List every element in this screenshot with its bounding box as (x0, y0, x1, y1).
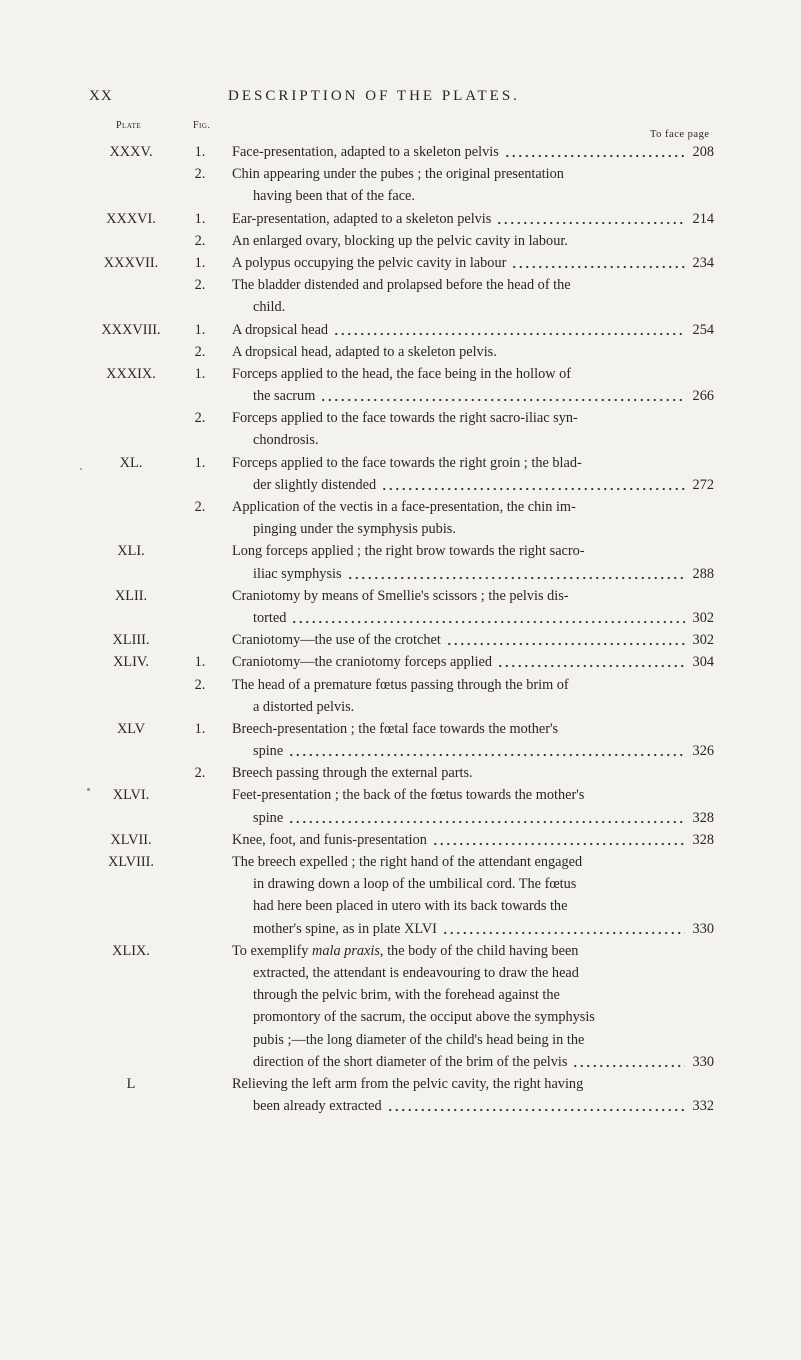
description-line (232, 918, 714, 940)
plate-entry (0, 452, 801, 496)
plate-description (232, 651, 714, 673)
plate-number: XXXVIII. (101, 321, 161, 338)
description-line: The bladder distended and prolapsed before the head of the (232, 277, 571, 294)
figure-number: 2. (194, 343, 206, 360)
plate-number: XXXVII. (103, 254, 159, 271)
plate-description (232, 718, 714, 762)
description-line: Forceps applied to the face towards the right groin ; the blad- (232, 454, 582, 471)
dot-leader (288, 820, 685, 824)
paper-speck (87, 788, 90, 791)
dot-leader (387, 1108, 685, 1112)
plate-description (232, 762, 714, 784)
description-line (232, 563, 714, 585)
plate-description (232, 319, 714, 341)
page-reference: 304 (692, 654, 714, 671)
page-reference: 272 (692, 476, 714, 493)
description-line (232, 319, 714, 341)
column-header-to-face-page: To face page (650, 129, 710, 140)
figure-number: 1. (194, 720, 206, 737)
figure-number: 1. (194, 654, 206, 671)
plate-number: XLIX. (112, 942, 150, 959)
plate-number: XLVII. (110, 831, 152, 848)
description-line: Long forceps applied ; the right brow towards the right sacro- (232, 543, 585, 560)
figure-number: 1. (194, 454, 206, 471)
description-line (232, 740, 714, 762)
dot-leader (381, 487, 685, 491)
description-line (232, 208, 714, 230)
plate-entry (0, 784, 801, 828)
dot-leader (288, 753, 685, 757)
page-number: XX (89, 88, 113, 104)
plate-description (232, 829, 714, 851)
plate-entry (0, 208, 801, 230)
figure-number: 2. (194, 676, 206, 693)
plate-description (232, 274, 714, 318)
description-line (232, 629, 714, 651)
running-head (0, 88, 801, 110)
page-reference: 266 (692, 388, 714, 405)
description-text: mother's spine, as in plate XLVI (253, 920, 437, 937)
plate-description (232, 163, 714, 207)
plate-entry (0, 851, 801, 940)
plate-number: XXXIX. (106, 365, 156, 382)
plate-number: XLVIII. (108, 854, 154, 870)
description-line: in drawing down a loop of the umbilical cord. The fœtus (253, 876, 577, 893)
plate-description (232, 407, 714, 451)
description-text: Craniotomy—the use of the crotchet (232, 632, 441, 649)
description-text: direction of the short diameter of the brim of the pelvis (253, 1053, 568, 1070)
description-line (232, 829, 714, 851)
page-reference: 254 (692, 321, 714, 338)
description-line: Forceps applied to the head, the face being in the hollow of (232, 365, 572, 382)
description-line: extracted, the attendant is endeavouring to draw the head (253, 964, 579, 981)
plate-description (232, 230, 714, 252)
description-line (232, 141, 714, 163)
page-reference: 330 (692, 1053, 714, 1070)
description-line: To exemplify mala praxis, the body of the child having been (232, 942, 579, 959)
plate-number: XXXV. (109, 144, 153, 160)
column-header-fig: Fig. (193, 120, 211, 131)
plate-number: XLIV. (113, 654, 149, 671)
plate-number: L (126, 1075, 136, 1092)
plate-description (232, 363, 714, 407)
figure-number: 2. (194, 277, 206, 294)
plate-entry (0, 1073, 801, 1117)
description-text: spine (253, 743, 284, 760)
plate-description (232, 341, 714, 363)
dot-leader (446, 642, 685, 646)
figure-number: 1. (194, 144, 206, 160)
plate-description (232, 540, 714, 584)
page-title: DESCRIPTION OF THE PLATES. (228, 88, 520, 104)
description-text: spine (253, 809, 284, 826)
column-header-plate: Plate (116, 120, 142, 131)
plate-entry (0, 540, 801, 584)
figure-number: 2. (194, 499, 206, 515)
description-line (232, 252, 714, 274)
plate-entry (0, 407, 801, 451)
plate-list (0, 141, 801, 1117)
description-text: torted (253, 609, 287, 626)
plate-entry (0, 585, 801, 629)
plate-entry (0, 252, 801, 274)
description-text: Knee, foot, and funis-presentation (232, 831, 427, 848)
figure-number: 1. (194, 254, 206, 271)
description-line (232, 607, 714, 629)
plate-description (232, 1073, 714, 1117)
paper-speck (80, 468, 82, 470)
plate-description (232, 452, 714, 496)
page-reference: 332 (692, 1098, 714, 1115)
page-reference: 330 (692, 920, 714, 937)
description-text: A polypus occupying the pelvic cavity in labour (232, 254, 507, 271)
dot-leader (497, 664, 685, 668)
description-text: the sacrum (253, 388, 316, 405)
dot-leader (333, 332, 685, 336)
page-reference: 326 (692, 743, 714, 760)
description-text: der slightly distended (253, 476, 377, 493)
description-line: child. (253, 299, 286, 316)
plate-entry (0, 651, 801, 673)
plate-description (232, 940, 714, 1073)
page-reference: 288 (692, 565, 714, 582)
description-line: Chin appearing under the pubes ; the original presentation (232, 166, 564, 183)
description-line: The head of a premature fœtus passing through the brim of (232, 676, 569, 693)
description-line: a distorted pelvis. (253, 698, 355, 715)
description-line: having been that of the face. (253, 188, 415, 205)
description-line: Forceps applied to the face towards the right sacro-iliac syn- (232, 410, 578, 427)
dot-leader (320, 398, 685, 402)
plate-entry (0, 762, 801, 784)
plate-description (232, 585, 714, 629)
page-reference: 328 (692, 831, 714, 848)
plate-entry (0, 940, 801, 1073)
figure-number: 2. (194, 232, 206, 249)
page-reference: 302 (692, 609, 714, 626)
description-line (232, 807, 714, 829)
plate-entry (0, 829, 801, 851)
figure-number: 2. (194, 410, 206, 427)
dot-leader (496, 221, 685, 225)
plate-description (232, 784, 714, 828)
dot-leader (572, 1064, 685, 1068)
plate-entry (0, 718, 801, 762)
plate-entry (0, 319, 801, 341)
figure-number: 2. (194, 166, 206, 183)
page-reference: 302 (692, 632, 714, 649)
description-line: Application of the vectis in a face-presentation, the chin im- (232, 499, 576, 515)
description-line: The breech expelled ; the right hand of the attendant engaged (232, 854, 583, 870)
plate-description (232, 674, 714, 718)
plate-entry (0, 496, 801, 540)
plate-number: XLV (116, 720, 146, 737)
figure-number: 1. (194, 365, 206, 382)
dot-leader (442, 931, 685, 935)
dot-leader (291, 620, 685, 624)
plate-description (232, 208, 714, 230)
plate-description (232, 496, 714, 540)
page-reference: 214 (692, 210, 714, 227)
description-text: Craniotomy—the craniotomy forceps applied (232, 654, 493, 671)
plate-description (232, 851, 714, 940)
description-text: been already extracted (253, 1098, 382, 1115)
figure-number: 1. (194, 321, 206, 338)
description-line: had here been placed in utero with its back towards the (253, 898, 568, 915)
page-reference: 328 (692, 809, 714, 826)
plate-entry (0, 674, 801, 718)
description-line: Craniotomy by means of Smellie's scissors ; the pelvis dis- (232, 587, 569, 604)
plate-entry (0, 230, 801, 252)
page-reference: 208 (692, 144, 714, 160)
description-line: An enlarged ovary, blocking up the pelvic cavity in labour. (232, 232, 568, 249)
plate-number: XLVI. (112, 787, 150, 804)
description-line: Relieving the left arm from the pelvic cavity, the right having (232, 1075, 584, 1092)
description-line: Breech passing through the external parts. (232, 765, 473, 782)
dot-leader (511, 265, 685, 269)
dot-leader (504, 154, 685, 158)
figure-number: 2. (194, 765, 206, 782)
plate-description (232, 141, 714, 163)
description-line (232, 651, 714, 673)
page-reference: 234 (692, 254, 714, 271)
plate-entry (0, 341, 801, 363)
figure-number: 1. (194, 210, 206, 227)
description-line: pubis ;—the long diameter of the child's head being in the (253, 1031, 585, 1048)
description-text: iliac symphysis (253, 565, 342, 582)
description-text: A dropsical head (232, 321, 329, 338)
description-line: Breech-presentation ; the fœtal face towards the mother's (232, 720, 559, 737)
dot-leader (347, 576, 685, 580)
description-line: chondrosis. (253, 432, 319, 449)
description-line: pinging under the symphysis pubis. (253, 521, 456, 538)
plate-number: XLI. (117, 543, 145, 560)
plate-number: XL. (119, 454, 143, 471)
plate-entry (0, 141, 801, 163)
plate-entry (0, 274, 801, 318)
description-line: Feet-presentation ; the back of the fœtus towards the mother's (232, 787, 585, 804)
plate-number: XLII. (114, 587, 148, 604)
description-line: promontory of the sacrum, the occiput above the symphysis (253, 1009, 595, 1026)
description-text: Ear-presentation, adapted to a skeleton pelvis (232, 210, 492, 227)
description-text: Face-presentation, adapted to a skeleton pelvis (232, 144, 499, 160)
description-line (232, 1095, 714, 1117)
plate-description (232, 629, 714, 651)
description-line: through the pelvic brim, with the forehead against the (253, 987, 560, 1004)
plate-entry (0, 363, 801, 407)
plate-number: XXXVI. (106, 210, 156, 227)
dot-leader (432, 842, 685, 846)
plate-entry (0, 163, 801, 207)
description-line: A dropsical head, adapted to a skeleton pelvis. (232, 343, 497, 360)
plate-entry (0, 629, 801, 651)
description-line (232, 385, 714, 407)
plate-description (232, 252, 714, 274)
description-line (232, 474, 714, 496)
plate-number: XLIII. (112, 632, 150, 649)
description-line (232, 1051, 714, 1073)
